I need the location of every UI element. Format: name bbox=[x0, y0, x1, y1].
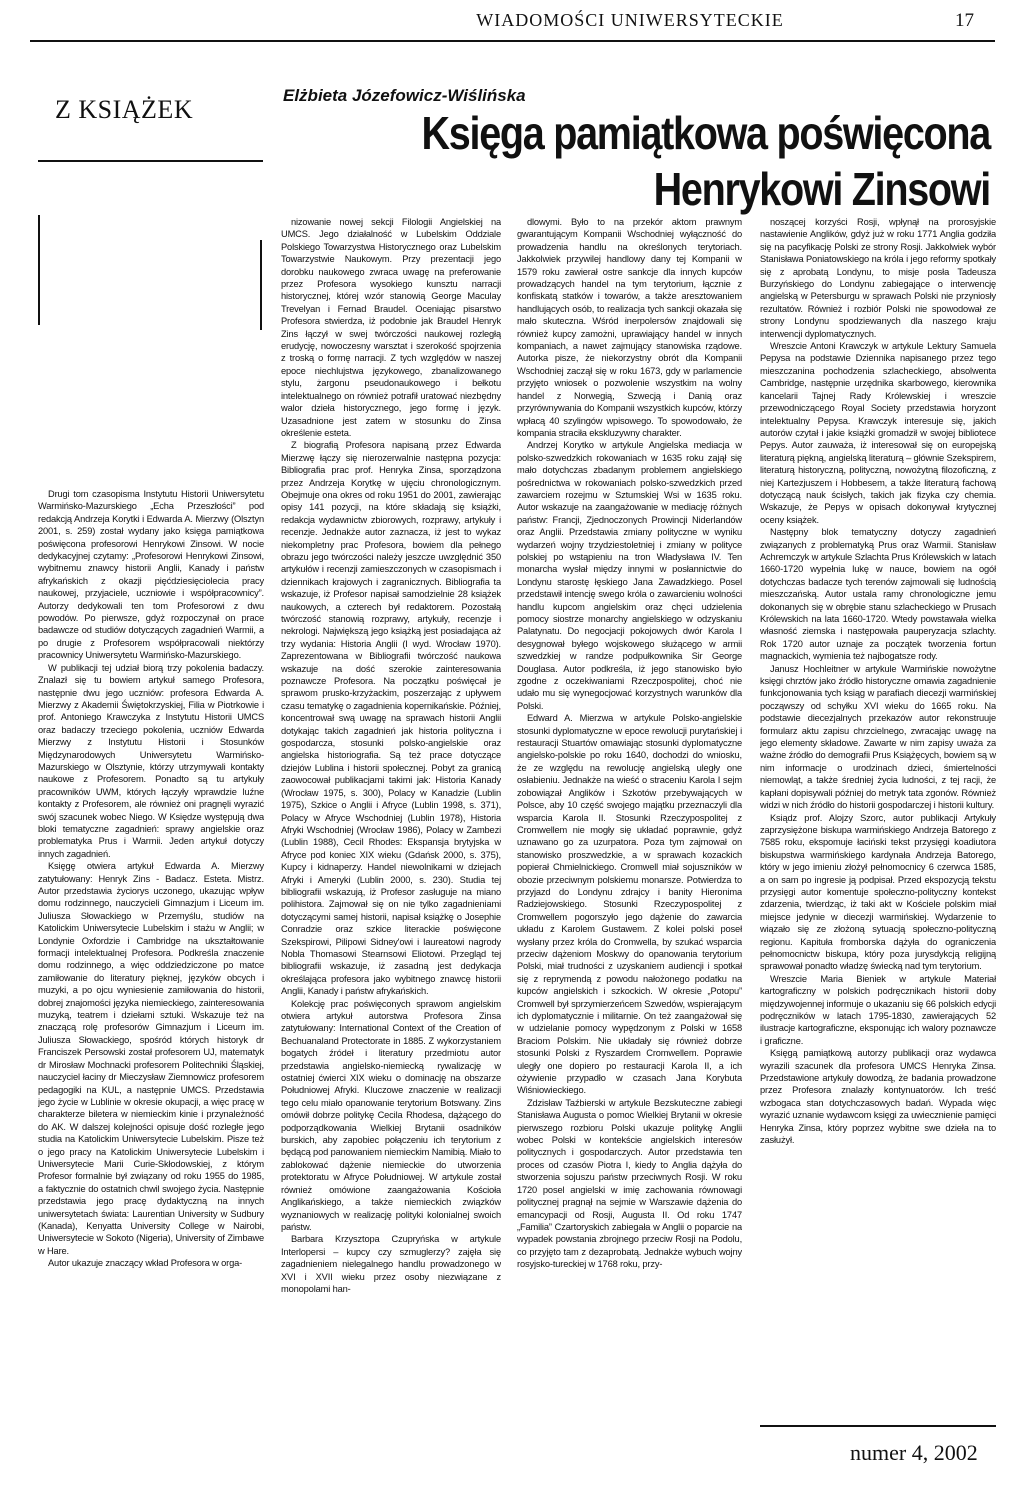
issue-number: numer 4, 2002 bbox=[850, 1440, 978, 1465]
paragraph: Ksiądz prof. Alojzy Szorc, autor publikacji Artykuły zaprzysiężone biskupa warmińskiego Andrzeja Batorego z 7585 roku, ekspomuje łaciński tekst przysięgi koadiutora biskupstwa warmińskiego kardynała Andrzeja Batorego, który w jego imieniu złożył pełnomocnicy 6 czerwca 1585, a on sam po ingresie ją podpisał. Przed ekspozycją tekstu przysięgi autor komentuje społeczno-polityczny kontekst zdarzenia, twierdząc, iż taki akt w Kościele polskim miał miejsce jedynie w diecezji warmińskiej. Wydarzenie to wiązało się ze złożoną sytuacją społeczno-polityczną regionu. Kapituła fromborska dążyła do ograniczenia pełnomocnictw biskupa, który poza jurysdykcją religijną sprawował ponadto władzę świecką nad tym terytorium. bbox=[760, 812, 996, 972]
paragraph: noszącej korzyści Rosji, wpłynął na prorosyjskie nastawienie Anglików, gdyż już w roku 1771 Anglia godziła się na pacyfikację Polski ze strony Rosji. Jakkolwiek wybór Stanisława Poniatowskiego na króla i jego reformy spotkały się z aprobatą Londynu, to misje posła Tadeusza Burzyńskiego do Londynu zabiegające o interwencję angielską w Petersburgu w sprawach Polski nie przyniosły rezultatów. Również i rozbiór Polski nie spowodował ze strony Londynu spodziewanych dla naszego kraju interwencji dyplomatycznych. bbox=[760, 217, 996, 339]
text-column-3 bbox=[517, 216, 742, 1476]
paragraph: nizowanie nowej sekcji Filologii Angielskiej na UMCS. Jego działalność w Lubelskim Oddziale Polskiego Towarzystwa Historycznego oraz Lubelskim Towarzystwie Naukowym. Przy prezentacji jego dorobku naukowego zwraca uwagę na preferowanie przez Profesora wysokiego kunsztu narracji historycznej, której wzór stanowią George Maculay Trevelyan i Fernad Braudel. Oceniając pisarstwo Profesora stwierdza, iż podobnie jak Braudel Henryk Zins łączył w swej twórczości naukowej rozległą erudycję, nowoczesny warsztat i szerokość spojrzenia z troską o formę narracji. Z tych względów w naszej epoce niechlujstwa językowego, zbanalizowanego stylu, żargonu pseudonaukowego i bełkotu intelektualnego on również potrafił uratować niezbędny walor dzieła historycznego, jego formę i język. Uzasadnione jest zatem w stosunku do Zinsa określenie esteta. bbox=[281, 217, 501, 438]
paragraph: Zdzisław Taźbierski w artykule Bezskuteczne zabiegi Stanisława Augusta o pomoc Wielkiej Brytanii w okresie pierwszego rozbioru Polski ukazuje politykę Anglii wobec Polski w kontekście angielskich interesów politycznych i gospodarczych. Autor przedstawia ten proces od czasów Piotra I, kiedy to Anglia dążyła do stworzenia sojuszu państw przeciwnych Rosji. W roku 1720 posel angielski w imię zachowania równowagi politycznej pragnął na sejmie w Warszawie dążenia do emancypacji od Rosji, Augusta II. Od roku 1747 „Familia” Czartoryskich zabiegała w Anglii o poparcie na wypadek powstania zbrojnego przeciw Rosji na Podolu, co przyjęto tam z dezaprobatą. Jednakże wybuch wojny rosyjsko-tureckiej w 1768 roku, przy- bbox=[517, 1097, 742, 1270]
article-title: Księga pamiątkowa poświęcona Henrykowi Zinsowi bbox=[421, 107, 990, 215]
text-column-2 bbox=[281, 216, 501, 1476]
paragraph: Edward A. Mierzwa w artykule Polsko-angielskie stosunki dyplomatyczne w epoce rewolucji purytańskiej i restauracji Stuartów omawiając stosunki dyplomatyczne angielsko-polskie po roku 1640, dochodzi do wniosku, że ze względu na rewolucję angielską uległy one osłabieniu. Jednakże na wieść o straceniu Karola I sejm zobowiązał Anglików i Szkotów przebywających w Polsce, aby 10 część swojego majątku przeznaczyli dla wsparcia Karola II. Stosunki Rzeczypospolitej z Cromwellem nie mogły się układać poprawnie, gdyż uznawano go za uzurpatora. Poza tym zajmował on stanowisko proszwedzkie, a w sprawach kozackich popierał Chmielnickiego. Cromwell miał sojuszników w obozie przeciwnym polskiemu monarsze. Potwierdza to przyjazd do Londynu zdrajcy i banity Hieronima Radziejowskiego. Stosunki Rzeczypospolitej z Cromwellem pogorszyło jego dążenie do zawarcia układu z Karolem Gustawem. Z kolei polski poseł wysłany przez króla do Cromwella, by szukać wsparcia przeciw dążeniom Moskwy do opanowania terytorium Polski, miał trudności z uzyskaniem audiencji i spotkał się z reprymendą z powodu nałożonego podatku na kupców angielskich i szkockich. W okresie „Potopu” Cromwell był sprzymierzeńcem Szwedów, wspierającym ich dyplomatycznie i militarnie. On też zaangażował się w udzielanie pomocy wypędzonym z Polski w 1658 Braciom Polskim. Nie układały się również dobrze stosunki Polski z Ryszardem Cromwellem. Poprawie uległy one dopiero po restauracji Karola II, a ich ożywienie przypadło w czasach Jana Korybuta Wiśniowieckiego. bbox=[517, 713, 742, 1096]
paragraph: W publikacji tej udział biorą trzy pokolenia badaczy. Znalazł się tu bowiem artykuł samego Profesora, następnie dwu jego uczniów: profesora Edwarda A. Mierzwy z Akademii Świętokrzyskiej, Filia w Piotrkowie i prof. Antoniego Krawczyka z Instytutu Historii UMCS oraz badaczy trzeciego pokolenia, uczniów Edwarda Mierzwy z Instytutu Historii i Stosunków Międzynarodowych Uniwersytetu Warmińsko-Mazurskiego w Olsztynie, którzy utrzymywali kontakty naukowe z Profesorem. Ponadto są tu artykuły pracowników UWM, których łączyły wprawdzie luźne kontakty z Profesorem, ale również oni pragnęli wyrazić swój szacunek wobec Niego. W Księdze występują dwa bloki tematyczne zagadnień: sprawy angielskie oraz problematyka Prus i Warmii. Jeden artykuł dotyczy innych zagadnień. bbox=[38, 662, 264, 859]
paragraph: Wreszcie Antoni Krawczyk w artykule Lektury Samuela Pepysa na podstawie Dziennika napisanego przez tego mieszczanina pochodzenia szlacheckiego, absolwenta Cambridge, następnie urzędnika skarbowego, kierownika kancelarii Tajnej Rady Królewskiej i wreszcie przewodniczącego Royal Society przedstawia horyzont intelektualny Pepysa. Krawczyk interesuje się, jakich autorów czytał i jakie książki gromadził w swojej bibliotece Pepys. Autor zauważa, iż interesował się on europejską literaturą piękną, angielską literaturą – głównie Szekspirem, literaturą historyczną, polityczną, nowożytną filozoficzną, z niej Kartezjuszem i Hobbesem, a także literaturą fachową dotyczącą nauk ścisłych, takich jak fizyka czy chemia. Wskazuje, że Pepys w opisach dokonywał krytycznej oceny książek. bbox=[760, 341, 996, 525]
paragraph: Wreszcie Maria Bieniek w artykule Materiał kartograficzny w polskich podręcznikach historii doby międzywojennej informuje o ukazaniu się 66 polskich edycji podręczników w latach 1795-1830, zawierających 52 ilustracje kartograficzne, eksponując ich walory poznawcze i graficzne. bbox=[760, 973, 996, 1046]
journal-title: WIADOMOŚCI UNIWERSYTECKIE bbox=[476, 10, 784, 30]
paragraph: Barbara Krzysztopa Czupryńska w artykule Interlopersi – kupcy czy szmuglerzy? zajęła się zagadnieniem nielegalnego handlu prowadzonego w XVI i XVII wieku przez osoby niezwiązane z monopolami han- bbox=[281, 1234, 501, 1294]
paragraph: Księgę otwiera artykuł Edwarda A. Mierzwy zatytułowany: Henryk Zins - Badacz. Esteta. Mistrz. Autor przedstawia życiorys uczonego, ukazując wpływ domu rodzinnego, nauczycieli Gimnazjum i Liceum im. Juliusza Słowackiego w Przemyślu, studiów na Katolickim Uniwersytecie Lubelskim i stażu w Anglii; w Londynie Oxfordzie i Cambridge na ukształtowanie formacji intelektualnej Profesora. Podkreśla znaczenie domu rodzinnego, a więc oddziedziczone po matce zamiłowanie do literatury pięknej, języków obcych i muzyki, a po ojcu wyniesienie zamiłowania do historii, dobrej znajomości języka niemieckiego, zainteresowania muzyką, teatrem i dziełami sztuki. Wskazuje też na znaczącą rolę profesorów Gimnazjum i Liceum im. Juliusza Słowackiego, spośród których historyk dr Franciszek Persowski został profesorem UJ, matematyk dr Mirosław Mochnacki profesorem Politechniki Śląskiej, nauczyciel łaciny dr Mieczysław Ziemnowicz profesorem pedagogiki na KUL, a następnie UMCS. Przedstawia jego życie w Lublinie w okresie okupacji, a więc pracę w charakterze biletera w niemieckim kinie i przynależność do AK. W dalszej kolejności opisuje dość rozległe jego studia na Katolickim Uniwersytecie Lubelskim. Pisze też o jego pracy na Katolickim Uniwersytecie Lubelskim i Uniwersytecie Marii Curie-Skłodowskiej, z którym Profesor formalnie był związany od roku 1955 do 1985, a faktycznie do ostatnich chwil swojego życia. Następnie przedstawia jego pracę dydaktyczną na innych uniwersytetach świata: Laurentian University w Sudbury (Kanada), Kenyatta University College w Nairobi, Uniwersytecie w Sokoto (Nigeria), University of Zimbawe w Hare. bbox=[38, 861, 264, 1256]
text-column-1 bbox=[38, 488, 264, 1478]
page-number: 17 bbox=[955, 10, 974, 31]
paragraph: Następny blok tematyczny dotyczy zagadnień związanych z problematyką Prus oraz Warmii. Stanisław Achremczyk w artykule Szlachta Prus Królewskich w latach 1660-1720 wypełnia lukę w nauce, bowiem na ogół dotychczas badacze tych terenów zajmowali się ludnością mieszczańską. Autor ustala ramy chronologiczne jemu dokonanych się w obrębie stanu szlacheckiego w Prusach Królewskich na lata 1660-1720. Wtedy powstawała wielka własność ziemska i następowała pauperyzacja szlachty. Rok 1720 autor uznaje za początek tworzenia fortun magnackich, wymienia też najbogatsze rody. bbox=[760, 527, 996, 662]
header-rule bbox=[30, 40, 995, 42]
paragraph: Andrzej Korytko w artykule Angielska mediacja w polsko-szwedzkich rokowaniach w 1635 roku zajął się mało dotychczas zbadanym problemem angielskiego pośrednictwa w rokowaniach polsko-szwedzkich przed zawarciem rozejmu w Sztumskiej Wsi w 1635 roku. Autor wskazuje na zaangażowanie w mediację różnych państw: Francji, Zjednoczonych Prowincji Niderlandów oraz Anglii. Przedstawia zmiany polityczne w wyniku wydarzeń wojny trzydziestoletniej i zmiany w polityce polskiej po wstąpieniu na tron Władysława IV. Ten monarcha wysłał między innymi w posłannictwie do Londynu starostę łęskiego Jana Zawadzkiego. Posel przedstawił intencję swego króla o zawarcieniu wolności handlu kupcom angielskim oraz chęci udzielenia pomocy siostrze monarchy angielskiego w odzyskaniu Palatynatu. Do negocjacji pokojowych dwór Karola I desygnował byłego wojskowego służącego w armii szwedzkiej w randze podpułkownika Sir George Douglasa. Autor podkreśla, iż jego stanowisko było zgodne z oczekiwaniami Rzeczpospolitej, choć nie udało mu się wynegocjować korzystnych warunków dla Polski. bbox=[517, 440, 742, 711]
article-author: Elżbieta Józefowicz-Wiślińska bbox=[283, 86, 526, 105]
column-divider bbox=[38, 215, 40, 325]
paragraph: Kolekcję prac poświęconych sprawom angielskim otwiera artykuł autorstwa Profesora Zinsa zatytułowany: International Context of the Creation of Bechuanaland Protectorate in 1885. Z wykorzystaniem bogatych źródeł i literatury przedmiotu autor przedstawia angielsko-niemiecką rywalizację w ostatniej ćwierci XIX wieku o dominację na obszarze Południowej Afryki. Kluczowe znaczenie w realizacji tego celu miało opanowanie terytorium Botswany. Zins omówił dobrze politykę Cecila Rhodesa, dążącego do podporządkowania Wielkiej Brytanii osadników burskich, aby zapobiec połączeniu ich terytorium z będącą pod panowaniem niemieckim Namibią. Miało to zablokować dążenie niemieckie do utworzenia protektoratu w Afryce Południowej. W artykule został również omówione zaangażowania Kościoła Anglikańskiego, a także niemieckich związków wyznaniowych w realizację polityki kolonialnej swoich państw. bbox=[281, 998, 501, 1232]
section-heading: Z KSIĄŻEK bbox=[55, 95, 194, 124]
paragraph: Janusz Hochleitner w artykule Warmińskie nowożytne księgi chrztów jako źródło historyczne omawia zagadnienie funkcjonowania tych ksiąg w parafiach diecezji warmińskiej począwszy od schyłku XVI wieku do 1665 roku. Na podstawie diecezjalnych przekazów autor rekonstruuje formularz aktu zapisu chrzcielnego, zwracając uwagę na jego elementy składowe. Zawarte w nim zapisy uważa za ważne źródło do demografii Prus Książęcych, bowiem są w nim informacje o urodzinach dzieci, śmiertelności niemowląt, a także średniej życia ludności, z tej racji, że kapłani dopisywali później do metryk tata zgonów. Również widzi w nich źródło do historii gospodarczej i historii kultury. bbox=[760, 663, 996, 811]
paragraph: Autor ukazuje znaczący wkład Profesora w orga- bbox=[48, 1258, 243, 1269]
section-rule bbox=[38, 160, 263, 162]
column-divider bbox=[260, 240, 262, 330]
paragraph: Drugi tom czasopisma Instytutu Historii Uniwersytetu Warmińsko-Mazurskiego „Echa Przeszłości” pod redakcją Andrzeja Korytki i Edwarda A. Mierzwy (Olsztyn 2001, s. 259) został wydany jako księga pamiątkowa poświęcona profesorowi Henrykowi Zinsowi. W nocie dedykacyjnej czytamy: „Profesorowi Henrykowi Zinsowi, wybitnemu znawcy historii Anglii, Kanady i państw afrykańskich z okazji pięćdziesięciolecia pracy naukowej, przyjaciele, uczniowie i współpracownicy”. Autorzy dedykowali ten tom Profesorowi z dwu powodów. Po pierwsze, gdyż rozpoczynał on prace badawcze od studiów dotyczących zagadnień Warmii, a po drugie z Profesorem współpracowali niektórzy pracownicy Uniwersytetu Warmińsko-Mazurskiego. bbox=[38, 489, 264, 661]
text-column-4 bbox=[760, 216, 996, 1246]
footer-rule bbox=[760, 1425, 996, 1427]
paragraph: Z biografią Profesora napisaną przez Edwarda Mierzwę łączy się nierozerwalnie następna pozycja: Bibliografia prac prof. Henryka Zinsa, sporządzona przez Andrzeja Korytkę w ujęciu chronologicznym. Obejmuje ona okres od roku 1951 do 2001, zawierając opisy 141 pozycji, na które składają się książki, redakcja wydawnictw zbiorowych, rozprawy, artykuły i recenzje. Jednakże autor zaznacza, iż jest to wykaz niekompletny prac Profesora, bowiem dla pełnego obrazu jego twórczości należy jeszcze uwzględnić 350 artykułów i recenzji zamieszczonych w czasopismach i dziennikach krajowych i zagranicznych. Bibliografia ta wskazuje, iż Profesor napisał samodzielnie 28 książek naukowych, a czterech był redaktorem. Pozostałą twórczość stanowią rozprawy, artykuły, recenzje i nekrologi. Największą jego książką jest posiadająca aż trzy wydania: Historia Anglii (I wyd. Wrocław 1970). Zaprezentowana w Bibliografii twórczość naukowa wskazuje na dość szerokie zainteresowania poznawcze Profesora. Na początku poświęcał je sprawom prusko-krzyżackim, poszerzając z upływem czasu tematykę o zagadnienia kopernikańskie. Później, koncentrował swą uwagę na sprawach historii Anglii dotykając takich zagadnień jak historia polityczna i gospodarcza, stosunki polsko-angielskie oraz angielska historiografia. Są też prace dotyczące dziejów Lublina i historii społecznej. Pobyt za granicą zaowocował publikacjami takimi jak: Historia Kanady (Wrocław 1975, s. 300), Polacy w Kanadzie (Lublin 1975), Szkice o Anglii i Afryce (Lublin 1998, s. 371), Polacy w Afryce Wschodniej (Lublin 1978), Historia Afryki Wschodniej (Wrocław 1986), Polacy w Zambezi (Lublin 1988), Cecil Rhodes: Ekspansja brytyjska w Afryce pod koniec XIX wieku (Gdańsk 2000, s. 375), Kupcy i kidnaperzy. Handel niewolnikami w dziejach Afryki i Ameryki (Lublin 2000, s. 230). Studia tej bibliografii wskazują, iż Profesor zasługuje na miano polihistora. Zajmował się on nie tylko zagadnieniami dotyczącymi samej historii, napisał książkę o Josephie Conradzie oraz szkice literackie poświęcone Szekspirowi, Pilipowi Sidney'owi i laureatowi nagrody Nobla Thomasowi Stearnsowi Eliotowi. Przegląd tej bibliografii wskazuje, iż zasadną jest dedykacja określająca profesora jako wybitnego znawcę historii Anglii, Kanady i państw afrykańskich. bbox=[281, 440, 501, 997]
paragraph: dlowymi. Było to na przekór aktom prawnym gwarantującym Kompanii Wschodniej wyłączność do prowadzenia handlu na określonych terytoriach. Jakkolwiek przywilej handlowy dany tej Kompanii w 1579 roku zawierał ostre sankcje dla innych kupców prowadzących handel na tym terytorium, łącznie z konfiskatą statków i towarów, a także aresztowaniem handlujących osób, to realizacja tych sankcji okazała się mało skuteczna. Wśród inerpolersów znajdowali się również kupcy zamożni, uprawiający handel w innych kompaniach, a nawet zajmujący stanowiska rządowe. Autorka pisze, że niekorzystny obrót dla Kompanii Wschodniej zaczął się w roku 1673, gdy w parlamencie przyjęto wniosek o pozwolenie wszystkim na wolny handel z Norwegią, Szwecją i Danią oraz przyrównywania do Kompanii wszystkich kupców, którzy wpłacą 40 szylingów wpisowego. To spowodowało, że kompania straciła ekskluzywny charakter. bbox=[517, 217, 742, 438]
paragraph: Księgą pamiątkową autorzy publikacji oraz wydawca wyrazili szacunek dla profesora UMCS Henryka Zinsa. Przedstawione artykuły dowodzą, że badania prowadzone przez Profesora znalazły kontynuatorów. Ich treść wzbogaca stan dotychczasowych badań. Wypada więc wyrazić uznanie wydawcom księgi za uwiecznienie pamięci Henryka Zinsa, który poprzez wybitne swe dzieła na to zasłużył. bbox=[760, 1048, 996, 1146]
